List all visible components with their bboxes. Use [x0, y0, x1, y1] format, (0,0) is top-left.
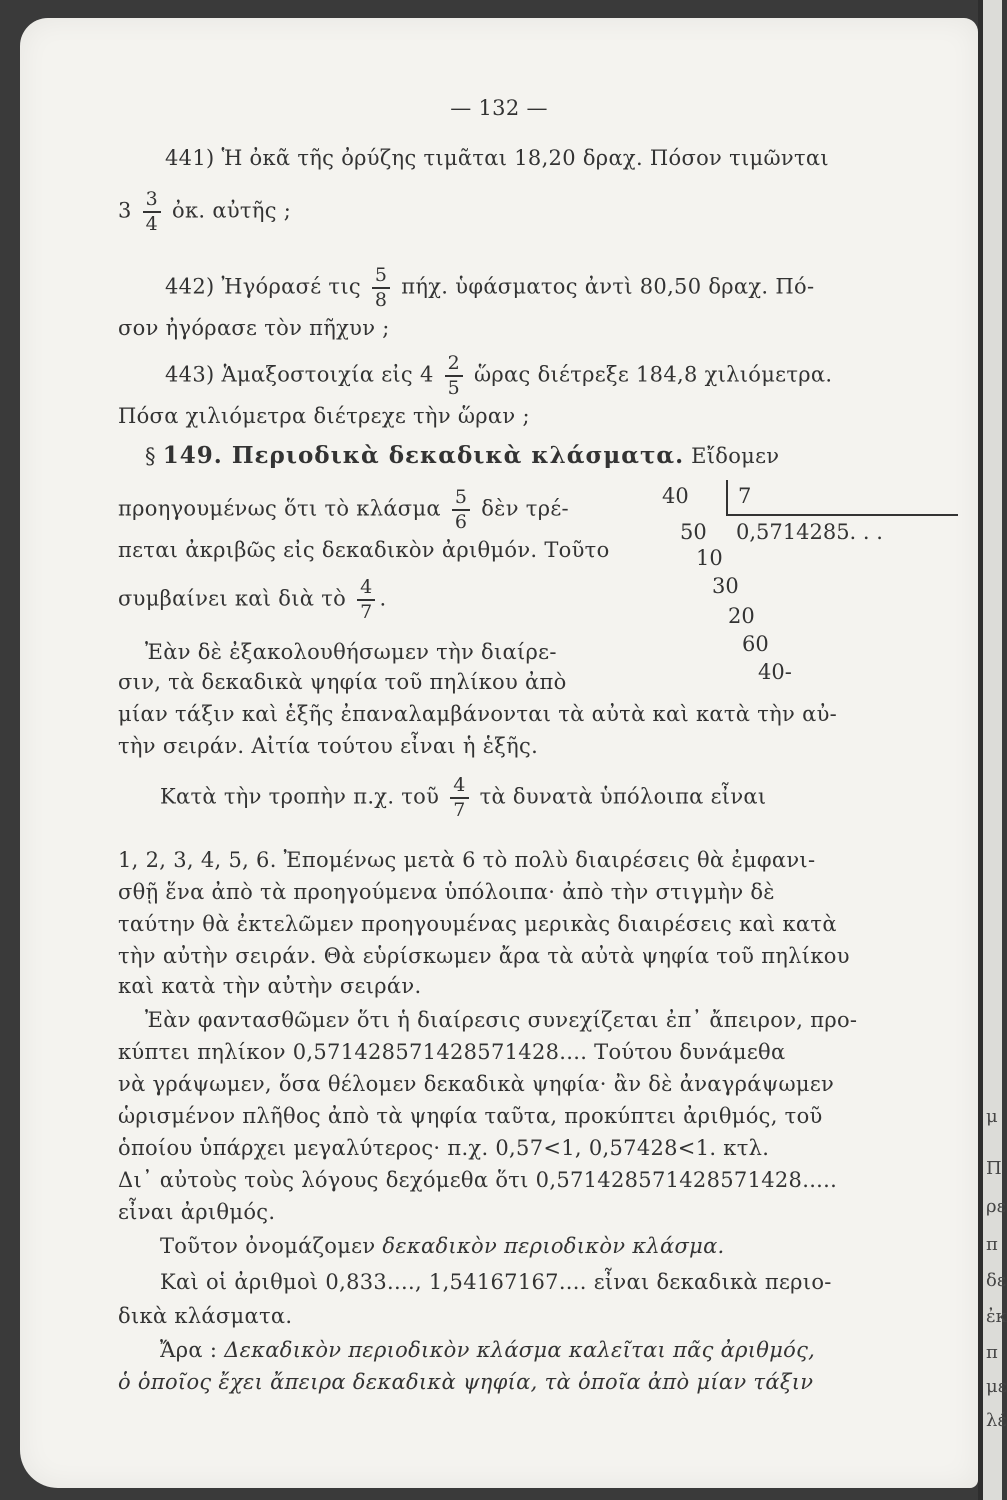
exercise-443-line1 — [165, 354, 832, 398]
para4-line4: ὡρισμένον πλῆθος ἀπὸ τὰ ψηφία ταῦτα, προκύπτει ἀριθμός, τοῦ — [118, 1104, 823, 1128]
margin-char: ρε — [986, 1196, 1006, 1217]
denominator: 4 — [145, 213, 159, 235]
para4-line5: ὁποίου ὑπάρχει μεγαλύτερος· π.χ. 0,57<1, 0,57428<1. κτλ. — [118, 1136, 770, 1160]
remainder: 20 — [728, 604, 755, 628]
section-title: 149. Περιοδικὰ δεκαδικὰ κλάσματα. — [162, 442, 685, 469]
exercise-442-line1 — [165, 266, 814, 310]
para1-line3 — [118, 578, 386, 622]
remainder: 50 — [680, 520, 707, 544]
margin-char: ἐκ — [986, 1306, 1007, 1327]
mixed-number-whole: 3 — [118, 198, 132, 223]
margin-char: δε — [986, 1270, 1007, 1291]
margin-char: Π — [986, 1158, 1002, 1179]
numerator: 3 — [145, 188, 159, 210]
numerator: 2 — [447, 352, 460, 374]
denominator: 6 — [454, 511, 468, 533]
fraction — [445, 354, 463, 398]
fraction — [372, 266, 390, 310]
remainder: 60 — [742, 632, 769, 656]
para4-line6: Δι᾽ αὐτοὺς τοὺς λόγους δεχόμεθα ὅτι 0,571428571428571428..... — [118, 1168, 838, 1192]
para1-l3-suffix: . — [379, 586, 387, 611]
para4-line7: εἶναι ἀριθμός. — [118, 1200, 276, 1224]
numerator: 5 — [454, 486, 468, 508]
exercise-441-line1: 441) Ἡ ὀκᾶ τῆς ὀρύζης τιμᾶται 18,20 δραχ. Πόσον τιμῶνται — [165, 146, 829, 170]
exercise-442-line2: σον ἠγόρασε τὸν πῆχυν ; — [118, 316, 390, 340]
page-number: — 132 — — [450, 96, 548, 120]
numerator: 4 — [360, 576, 373, 598]
para2-line2: σιν, τὰ δεκαδικὰ ψηφία τοῦ πηλίκου ἀπὸ — [118, 670, 567, 694]
para3-line3: σθῇ ἕνα ἀπὸ τὰ προηγούμενα ὑπόλοιπα· ἀπὸ τὴν στιγμὴν δὲ — [118, 880, 775, 904]
adjacent-page-edge — [978, 0, 1007, 1500]
para3-prefix: Κατὰ τὴν τροπὴν π.χ. τοῦ — [160, 784, 440, 809]
section-heading — [145, 442, 779, 469]
fraction — [452, 488, 470, 532]
margin-char: λέ — [986, 1410, 1007, 1431]
margin-char: π — [986, 1234, 998, 1255]
para1-l3-prefix: συμβαίνει καὶ διὰ τὸ — [118, 586, 347, 611]
division-horizontal-bar — [726, 514, 958, 516]
section-mark: § — [145, 444, 156, 468]
para7-definition-line1: Δεκαδικὸν περιοδικὸν κλάσμα καλεῖται πᾶς ἀριθμός, — [224, 1338, 816, 1362]
margin-char: μ — [986, 1106, 998, 1127]
para3-line6: καὶ κατὰ τὴν αὐτὴν σειράν. — [118, 974, 422, 998]
book-page — [20, 18, 978, 1488]
denominator: 5 — [447, 377, 460, 399]
para1-line1 — [118, 488, 569, 532]
para6-line2: δικὰ κλάσματα. — [118, 1304, 293, 1328]
exercise-441-suffix: ὀκ. αὐτῆς ; — [172, 198, 292, 223]
para3-line5: τὴν αὐτὴν σειράν. Θὰ εὑρίσκωμεν ἄρα τὰ αὐτὰ ψηφία τοῦ πηλίκου — [118, 944, 850, 968]
para4-line1: Ἐὰν φαντασθῶμεν ὅτι ἡ διαίρεσις συνεχίζεται ἐπ᾽ ἄπειρον, προ- — [145, 1008, 858, 1032]
para4-line2: κύπτει πηλίκον 0,571428571428571428.... Τούτου δυνάμεθα — [118, 1040, 786, 1064]
exercise-442-prefix: 442) Ἠγόρασέ τις — [165, 274, 361, 299]
exercise-441-line2 — [118, 190, 291, 234]
quotient: 0,5714285. . . — [736, 520, 883, 544]
remainder: 10 — [696, 546, 723, 570]
division-vertical-bar — [726, 480, 728, 514]
para2-line4: τὴν σειράν. Αἰτία τούτου εἶναι ἡ ἑξῆς. — [118, 734, 539, 758]
remainder: 30 — [712, 574, 739, 598]
para2-line3: μίαν τάξιν καὶ ἑξῆς ἐπαναλαμβάνονται τὰ αὐτὰ καὶ κατὰ τὴν αὐ- — [118, 702, 838, 726]
para3-line4: ταύτην θὰ ἐκτελῶμεν προηγουμένας μερικὰς διαιρέσεις καὶ κατὰ — [118, 912, 837, 936]
numerator: 4 — [453, 774, 466, 796]
remainder: 40- — [758, 660, 792, 684]
margin-char: π — [986, 1342, 998, 1363]
page-gutter — [978, 0, 983, 1500]
para1-line2: πεται ἀκριβῶς εἰς δεκαδικὸν ἀριθμόν. Τοῦτο — [118, 538, 610, 562]
margin-char: με — [986, 1376, 1007, 1397]
para5-term: δεκαδικὸν περιοδικὸν κλάσμα. — [382, 1234, 725, 1258]
para4-line3: νὰ γράψωμεν, ὅσα θέλομεν δεκαδικὰ ψηφία· ἂν δὲ ἀναγράψωμεν — [118, 1072, 835, 1096]
denominator: 8 — [374, 289, 388, 311]
exercise-442-suffix: πήχ. ὑφάσματος ἀντὶ 80,50 δραχ. Πό- — [401, 274, 815, 299]
fraction — [450, 776, 468, 820]
numerator: 5 — [374, 264, 388, 286]
para3-suffix: τὰ δυνατὰ ὑπόλοιπα εἶναι — [479, 784, 767, 809]
para1-prefix: προηγουμένως ὅτι τὸ κλάσμα — [118, 496, 441, 521]
para7-line1 — [160, 1338, 815, 1362]
denominator: 7 — [453, 799, 466, 821]
fraction — [357, 578, 375, 622]
para3-line2: 1, 2, 3, 4, 5, 6. Ἐπομένως μετὰ 6 τὸ πολὺ διαιρέσεις θὰ ἐμφανι- — [118, 848, 816, 872]
para7-prefix: Ἄρα : — [160, 1338, 218, 1362]
para5-line — [160, 1234, 725, 1258]
para1-suffix: δὲν τρέ- — [481, 496, 569, 521]
dividend: 40 — [662, 484, 689, 508]
exercise-443-suffix: ὥρας διέτρεξε 184,8 χιλιόμετρα. — [473, 362, 833, 387]
para6-line1: Καὶ οἱ ἀριθμοὶ 0,833...., 1,54167167.... εἶναι δεκαδικὰ περιο- — [160, 1270, 832, 1294]
para7-line2: ὁ ὁποῖος ἔχει ἄπειρα δεκαδικὰ ψηφία, τὰ ὁποῖα ἀπὸ μίαν τάξιν — [118, 1370, 814, 1394]
para3-line1 — [160, 776, 766, 820]
divisor: 7 — [738, 484, 752, 508]
exercise-443-prefix: 443) Ἁμαξοστοιχία εἰς 4 — [165, 362, 434, 387]
section-after: Εἴδομεν — [691, 444, 780, 468]
exercise-443-line2: Πόσα χιλιόμετρα διέτρεχε τὴν ὥραν ; — [118, 404, 530, 428]
para5-prefix: Τοῦτον ὀνομάζομεν — [160, 1234, 376, 1258]
fraction — [143, 190, 161, 234]
denominator: 7 — [360, 601, 373, 623]
para2-line1: Ἐὰν δὲ ἐξακολουθήσωμεν τὴν διαίρε- — [145, 640, 557, 664]
